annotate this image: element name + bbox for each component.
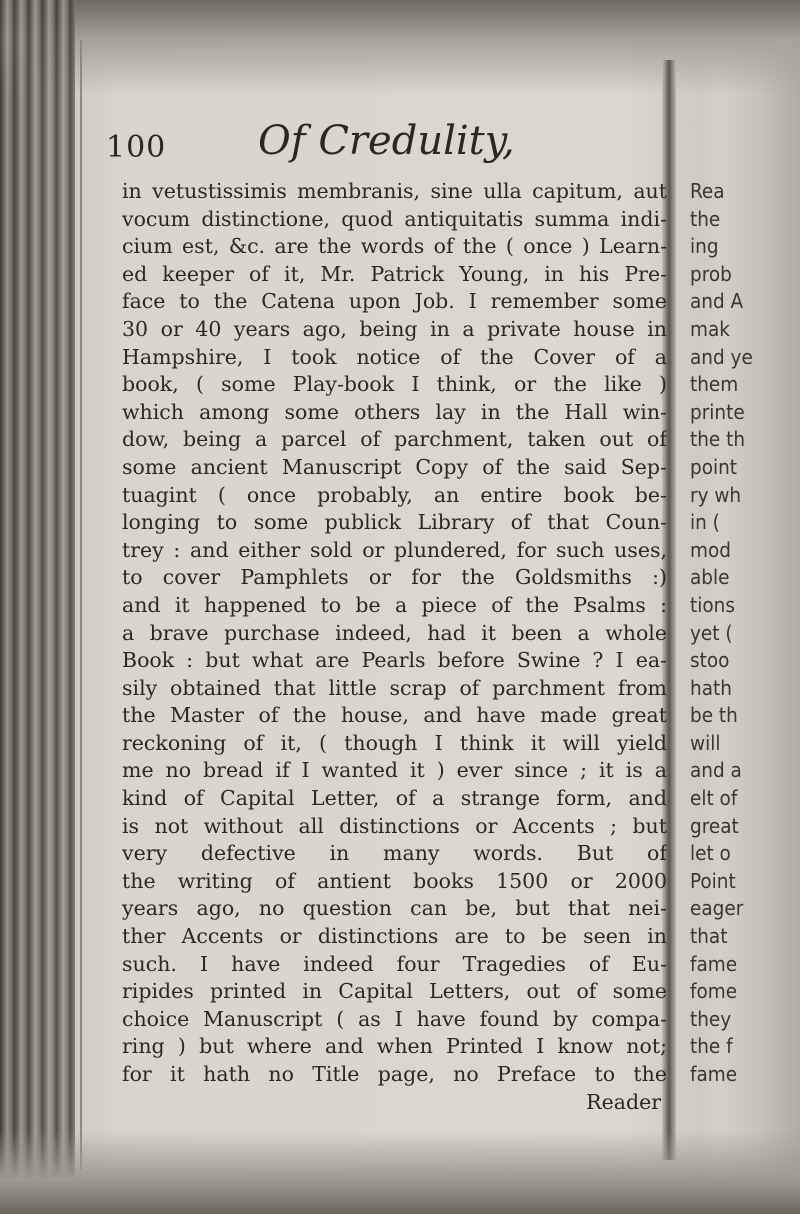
text-line: 30 or 40 years ago, being in a private house in [122, 316, 667, 341]
body-text [122, 178, 667, 1116]
text-line: trey : and either sold or plundered, for such uses, [122, 537, 667, 562]
text-line: such. I have indeed four Tragedies of Eu- [122, 951, 667, 976]
text-line: longing to some publick Library of that Coun- [122, 510, 667, 535]
text-line: to cover Pamphlets or for the Goldsmiths :) [122, 565, 667, 590]
text-line: very defective in many words. But of [122, 841, 667, 866]
facing-page-line-fragment: hath [690, 675, 732, 700]
top-shadow [0, 0, 800, 95]
facing-page-line-fragment: ing [690, 234, 719, 259]
facing-page-line-fragment: point [690, 454, 738, 479]
facing-page-line-fragment: stoo [690, 648, 730, 673]
facing-page-fragments [690, 178, 800, 1089]
text-line: and it happened to be a piece of the Psalms : [122, 592, 667, 617]
text-line: Reader [586, 1089, 661, 1114]
facing-page-line-fragment: mak [690, 316, 730, 341]
facing-page-line-fragment: they [690, 1006, 732, 1031]
facing-page-line-fragment: and ye [690, 344, 753, 369]
facing-page-line-fragment: yet ( [690, 620, 733, 645]
facing-page-line-fragment: elt of [690, 786, 738, 811]
text-line: choice Manuscript ( as I have found by compa- [122, 1006, 667, 1031]
facing-page-line-fragment: eager [690, 896, 744, 921]
facing-page-line-fragment: them [690, 372, 739, 397]
text-line: kind of Capital Letter, of a strange form, and [122, 786, 667, 811]
text-line: Book : but what are Pearls before Swine ? I ea- [122, 648, 667, 673]
text-line: for it hath no Title page, no Preface to the [122, 1062, 667, 1086]
running-head: Of Credulity, [258, 118, 515, 164]
text-line: dow, being a parcel of parchment, taken out of [122, 427, 667, 452]
facing-page-line-fragment: able [690, 565, 730, 590]
facing-page-line-fragment: be th [690, 703, 738, 728]
facing-page-line-fragment: tions [690, 592, 735, 617]
book-page-edges [0, 0, 75, 1214]
facing-page-line-fragment: mod [690, 537, 731, 562]
page-border-line [80, 40, 82, 1170]
text-line: ed keeper of it, Mr. Patrick Young, in his Pre- [122, 261, 667, 286]
text-line: which among some others lay in the Hall win- [122, 399, 667, 424]
facing-page-line-fragment: fame [690, 1062, 738, 1086]
facing-page-line-fragment: let o [690, 841, 731, 866]
text-line: some ancient Manuscript Copy of the said Sep- [122, 454, 667, 479]
facing-page-line-fragment: fome [690, 979, 738, 1004]
text-line: book, ( some Play-book I think, or the like ) [122, 372, 667, 397]
facing-page-line-fragment: and A [690, 289, 744, 314]
text-line: reckoning of it, ( though I think it will yield [122, 730, 667, 755]
facing-page-line-fragment: the th [690, 427, 746, 452]
text-line: the Master of the house, and have made great [122, 703, 667, 728]
text-line: cium est, &c. are the words of the ( once ) Learn- [122, 234, 667, 259]
facing-page-line-fragment: fame [690, 951, 738, 976]
text-line: sily obtained that little scrap of parchment from [122, 675, 667, 700]
text-line: in vetustissimis membranis, sine ulla capitum, aut [122, 179, 667, 203]
text-line: ripides printed in Capital Letters, out of some [122, 979, 667, 1004]
text-line: tuagint ( once probably, an entire book be- [122, 482, 667, 507]
facing-page-line-fragment: that [690, 924, 728, 949]
page-number: 100 [106, 130, 167, 165]
text-line: is not without all distinctions or Accents ; but [122, 813, 667, 838]
facing-page-line-fragment: ry wh [690, 482, 742, 507]
bottom-shadow [0, 1130, 800, 1214]
facing-page-line-fragment: Point [690, 868, 736, 893]
facing-page-line-fragment: great [690, 813, 739, 838]
facing-page-line-fragment: in ( [690, 510, 720, 535]
text-line: Hampshire, I took notice of the Cover of a [122, 344, 667, 369]
text-line: years ago, no question can be, but that nei- [122, 896, 667, 921]
text-line: ring ) but where and when Printed I know not; [122, 1034, 667, 1059]
facing-page-line-fragment: will [690, 730, 721, 755]
facing-page-line-fragment: Rea [690, 179, 725, 203]
facing-page-line-fragment: printe [690, 399, 745, 424]
text-line: me no bread if I wanted it ) ever since ; it is a [122, 758, 667, 783]
text-line: the writing of antient books 1500 or 2000 [122, 868, 667, 893]
facing-page-line-fragment: the [690, 206, 721, 231]
facing-page-line-fragment: and a [690, 758, 742, 783]
text-line: vocum distinctione, quod antiquitatis summa indi- [122, 206, 667, 231]
text-line: face to the Catena upon Job. I remember some [122, 289, 667, 314]
facing-page-line-fragment: the f [690, 1034, 733, 1059]
text-line: a brave purchase indeed, had it been a whole [122, 620, 667, 645]
text-line: ther Accents or distinctions are to be seen in [122, 924, 667, 949]
facing-page-line-fragment: prob [690, 261, 732, 286]
